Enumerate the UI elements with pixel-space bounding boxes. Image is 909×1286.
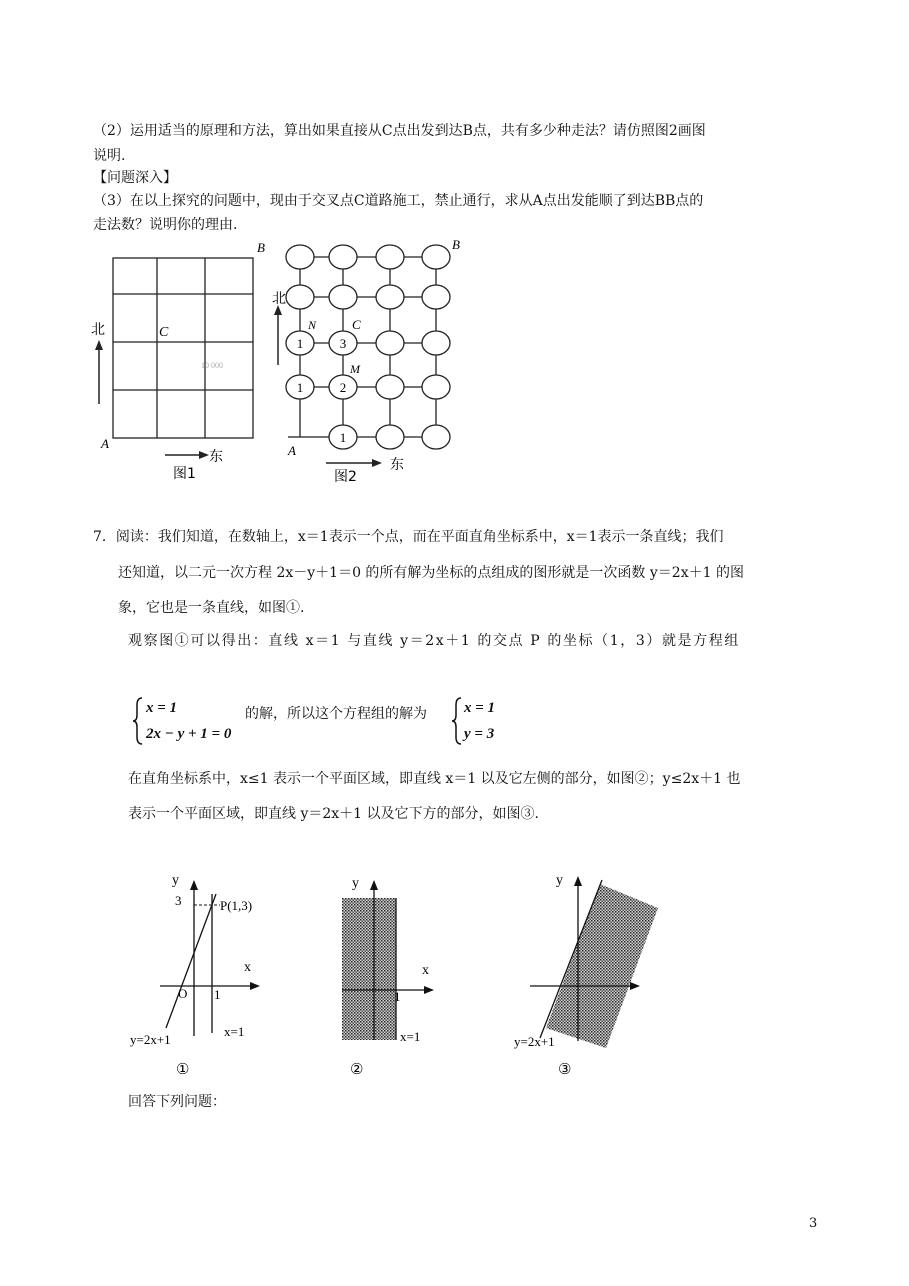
g3-caption: ③: [558, 1062, 572, 1078]
g2-caption: ②: [350, 1062, 364, 1078]
fig2-node: [329, 245, 357, 269]
fig2-node: [422, 285, 450, 309]
g1-caption: ①: [176, 1062, 190, 1078]
fig2-node: [376, 331, 404, 355]
part3-line1: （3）在以上探究的问题中，现由于交叉点C道路施工，禁止通行，求从A点出发能顺了到达BB点的: [93, 193, 704, 209]
fig2-node: [286, 285, 314, 309]
brace-2: [451, 697, 463, 745]
p7-line4: 观察图①可以得出：直线 x＝1 与直线 y＝2x＋1 的交点 P 的坐标（1，3）就是方程组: [128, 633, 740, 649]
system2-eq1: x = 1: [464, 700, 496, 716]
answer-prompt: 回答下列问题：: [128, 1094, 226, 1110]
fig1-north: 北: [91, 322, 105, 338]
g1-one: 1: [214, 987, 221, 1002]
g3-y: y: [556, 873, 563, 888]
g2-y: y: [352, 876, 359, 891]
fig2-node: [376, 285, 404, 309]
g1-origin: O: [178, 986, 188, 1001]
part2-line1: （2）运用适当的原理和方法，算出如果直接从C点出发到达B点，共有多少种走法？请仿照图2画图: [93, 123, 706, 139]
p7-line6: 表示一个平面区域，即直线 y＝2x＋1 以及它下方的部分，如图③.: [128, 806, 539, 822]
p7-line2: 还知道，以二元一次方程 2x－y＋1＝0 的所有解为坐标的点组成的图形就是一次函数 y＝2x＋1 的图: [118, 565, 744, 581]
p7-line3: 象，它也是一条直线，如图①.: [118, 600, 305, 616]
fig1-label-b: B: [257, 240, 265, 255]
g1-y: y: [172, 873, 179, 888]
fig1-label-c: C: [159, 325, 169, 340]
fig2-label-a: A: [288, 443, 296, 458]
g1-line2: x=1: [224, 1024, 245, 1039]
g1-line1: y=2x+1: [130, 1032, 171, 1047]
part2-line2: 说明.: [93, 148, 126, 164]
g1-three: 3: [175, 893, 182, 908]
p7-line1: 7．阅读：我们知道，在数轴上，x＝1表示一个点，而在平面直角坐标系中，x＝1表示一条直线；我们: [93, 529, 724, 545]
fig2-node-value: 3: [339, 336, 347, 351]
graph-1: [120, 868, 280, 1083]
fig2-label-b: B: [452, 237, 460, 252]
part3-line2: 走法数？说明你的理由.: [93, 217, 238, 233]
g2-x: x: [422, 963, 429, 978]
fig2-label-c: C: [352, 317, 361, 332]
deep-heading: 【问题深入】: [93, 170, 177, 186]
p7-line5: 在直角坐标系中，x≤1 表示一个平面区域，即直线 x＝1 以及它左侧的部分，如图②；y≤2x＋1 也: [128, 771, 741, 787]
figure-1: [85, 240, 275, 485]
fig2-node-value: 2: [339, 380, 347, 395]
system1-eq1: x = 1: [146, 700, 178, 716]
fig1-label-a: A: [101, 436, 109, 451]
fig2-node: [329, 285, 357, 309]
fig2-node: [286, 245, 314, 269]
g1-x: x: [244, 960, 251, 975]
fig1-east: 东: [209, 449, 223, 465]
system1-eq2: 2x − y + 1 = 0: [146, 726, 232, 742]
fig2-node: [422, 245, 450, 269]
graph-3: [510, 866, 670, 1081]
fig2-node-value: 1: [296, 336, 304, 351]
fig2-node: [422, 425, 450, 449]
g1-p: P(1,3): [220, 898, 253, 913]
figure-2: [268, 235, 478, 487]
fig2-label-m: M: [350, 362, 360, 376]
fig2-node: [422, 375, 450, 399]
fig2-north: 北: [272, 291, 286, 307]
mid-text: 的解，所以这个方程组的解为: [245, 706, 427, 722]
fig2-label-n: N: [308, 318, 317, 332]
system2-eq2: y = 3: [464, 726, 495, 742]
brace-1: [132, 697, 144, 745]
fig2-node: [376, 375, 404, 399]
g3-line: y=2x+1: [514, 1034, 555, 1049]
fig1-caption: 图1: [173, 466, 196, 482]
fig2-node-value: 1: [339, 430, 347, 445]
fig2-node: [376, 245, 404, 269]
fig2-caption: 图2: [334, 469, 357, 485]
page-number: 3: [809, 1216, 818, 1231]
fig2-node-value: 1: [296, 380, 304, 395]
graph-2: [330, 868, 450, 1083]
g2-one: 1: [394, 989, 401, 1004]
fig2-node: [376, 425, 404, 449]
g2-line: x=1: [400, 1029, 421, 1044]
fig2-east: 东: [390, 457, 404, 473]
watermark: 10 000: [201, 361, 223, 370]
fig2-node: [422, 331, 450, 355]
